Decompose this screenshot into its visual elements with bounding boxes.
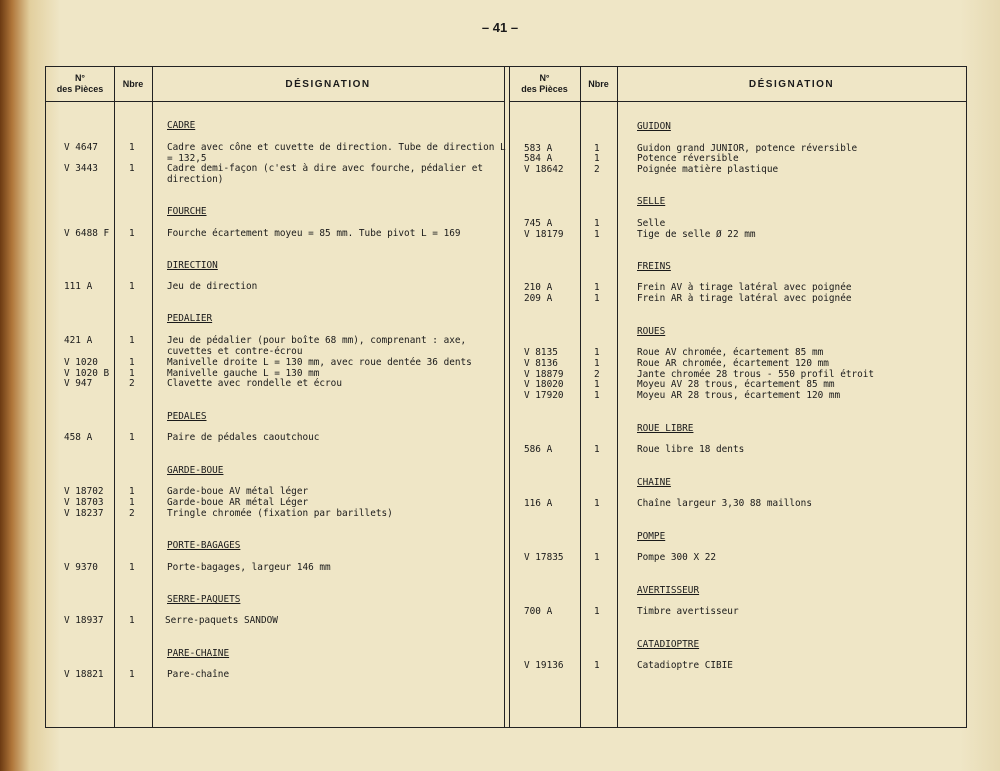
section-title-selle: SELLE	[637, 196, 666, 207]
part-qty: 1	[129, 562, 135, 573]
col-divider	[580, 67, 581, 727]
part-designation: Timbre avertisseur	[637, 606, 739, 617]
part-ref: V 3443	[64, 163, 98, 174]
part-ref: V 18879	[524, 369, 564, 380]
section-title-pedales: PEDALES	[167, 411, 207, 422]
section-title-direction: DIRECTION	[167, 260, 218, 271]
part-designation: Garde-boue AR métal Léger	[167, 497, 309, 508]
part-designation: Chaîne largeur 3,30 88 maillons	[637, 498, 812, 509]
header-rule	[580, 101, 617, 102]
col-divider	[152, 67, 153, 727]
part-ref: 210 A	[524, 282, 553, 293]
part-designation: Clavette avec rondelle et écrou	[167, 378, 342, 389]
part-designation: Cadre avec cône et cuvette de direction. Tube de direction L = 132,5	[167, 142, 506, 164]
part-qty: 1	[594, 282, 600, 293]
part-designation: Roue AR chromée, écartement 120 mm	[637, 358, 829, 369]
part-qty: 1	[594, 347, 600, 358]
part-ref: V 8136	[524, 358, 558, 369]
col-divider	[509, 67, 510, 727]
header-rule	[509, 101, 580, 102]
section-title-porte-bagages: PORTE-BAGAGES	[167, 540, 241, 551]
part-qty: 1	[594, 218, 600, 229]
part-ref: 458 A	[64, 432, 93, 443]
part-qty: 2	[594, 164, 600, 175]
page-number: – 41 –	[481, 20, 519, 35]
part-ref: V 17835	[524, 552, 564, 563]
section-title-roue-libre: ROUE LIBRE	[637, 423, 694, 434]
part-ref: V 9370	[64, 562, 98, 573]
part-ref: V 6488 F	[64, 228, 110, 239]
part-qty: 1	[594, 660, 600, 671]
part-designation: Tringle chromée (fixation par barillets)	[167, 508, 393, 519]
part-designation: Fourche écartement moyeu = 85 mm. Tube pivot L = 169	[167, 228, 461, 239]
section-title-cadre: CADRE	[167, 120, 196, 131]
part-ref: V 18702	[64, 486, 104, 497]
section-title-guidon: GUIDON	[637, 121, 671, 132]
part-designation: Cadre demi-façon (c'est à dire avec fourche, pédalier et direction)	[167, 163, 484, 185]
part-qty: 1	[594, 143, 600, 154]
part-qty: 1	[129, 615, 135, 626]
part-qty: 1	[594, 498, 600, 509]
section-title-serre-paquets: SERRE-PAQUETS	[167, 594, 241, 605]
header-rule	[617, 101, 966, 102]
part-ref: V 18020	[524, 379, 564, 390]
part-qty: 1	[594, 606, 600, 617]
part-qty: 1	[129, 669, 135, 680]
col-divider	[114, 67, 115, 727]
part-ref: V 17920	[524, 390, 564, 401]
part-qty: 1	[594, 229, 600, 240]
part-qty: 1	[594, 379, 600, 390]
part-ref: V 18237	[64, 508, 104, 519]
header-piece-no: N° des Pièces	[521, 73, 568, 94]
part-qty: 2	[594, 369, 600, 380]
section-title-freins: FREINS	[637, 261, 671, 272]
part-ref: 111 A	[64, 281, 93, 292]
section-title-fourche: FOURCHE	[167, 206, 207, 217]
part-ref: V 18703	[64, 497, 104, 508]
section-title-avertisseur: AVERTISSEUR	[637, 585, 700, 596]
part-ref: 584 A	[524, 153, 553, 164]
part-designation: Paire de pédales caoutchouc	[167, 432, 320, 443]
part-ref: V 1020 B	[64, 368, 110, 379]
section-title-pare-chaine: PARE-CHAINE	[167, 648, 230, 659]
part-qty: 1	[594, 552, 600, 563]
part-designation: Manivelle droite L = 130 mm, avec roue dentée 36 dents	[167, 357, 472, 368]
part-qty: 1	[129, 281, 135, 292]
part-designation: Catadioptre CIBIE	[637, 660, 733, 671]
part-ref: 421 A	[64, 335, 93, 346]
part-designation: Roue libre 18 dents	[637, 444, 745, 455]
part-designation: Porte-bagages, largeur 146 mm	[167, 562, 331, 573]
section-title-pedalier: PEDALIER	[167, 313, 213, 324]
part-designation: Garde-boue AV métal léger	[167, 486, 309, 497]
part-qty: 1	[129, 497, 135, 508]
part-qty: 2	[129, 508, 135, 519]
section-title-pompe: POMPE	[637, 531, 666, 542]
part-qty: 1	[129, 335, 135, 346]
part-ref: V 4647	[64, 142, 98, 153]
part-designation: Jeu de pédalier (pour boîte 68 mm), comprenant : axe, cuvettes et contre-écrou	[167, 335, 467, 357]
part-ref: 209 A	[524, 293, 553, 304]
part-designation: Selle	[637, 218, 666, 229]
part-ref: V 19136	[524, 660, 564, 671]
part-ref: V 947	[64, 378, 93, 389]
part-designation: Guidon grand JUNIOR, potence réversible	[637, 143, 858, 154]
part-qty: 1	[129, 368, 135, 379]
part-designation: Jante chromée 28 trous - 550 profil étroit	[637, 369, 875, 380]
part-qty: 1	[129, 432, 135, 443]
header-rule	[46, 101, 114, 102]
header-rule	[114, 101, 152, 102]
part-ref: V 1020	[64, 357, 98, 368]
header-rule	[152, 101, 504, 102]
part-designation: Pare-chaîne	[167, 669, 230, 680]
part-qty: 1	[594, 153, 600, 164]
part-designation: Serre-paquets SANDOW	[165, 615, 278, 626]
section-title-roues: ROUES	[637, 326, 666, 337]
part-designation: Roue AV chromée, écartement 85 mm	[637, 347, 824, 358]
part-ref: 586 A	[524, 444, 553, 455]
part-ref: V 18642	[524, 164, 564, 175]
part-qty: 1	[594, 358, 600, 369]
part-qty: 1	[594, 390, 600, 401]
col-divider	[617, 67, 618, 727]
header-designation: DÉSIGNATION	[748, 78, 835, 90]
part-designation: Frein AV à tirage latéral avec poignée	[637, 282, 852, 293]
part-ref: 583 A	[524, 143, 553, 154]
part-designation: Potence réversible	[637, 153, 739, 164]
header-designation: DÉSIGNATION	[285, 78, 371, 90]
section-title-catadioptre: CATADIOPTRE	[637, 639, 700, 650]
part-qty: 2	[129, 378, 135, 389]
part-designation: Moyeu AR 28 trous, écartement 120 mm	[637, 390, 841, 401]
part-qty: 1	[129, 163, 135, 174]
part-designation: Pompe 300 X 22	[637, 552, 717, 563]
part-ref: 116 A	[524, 498, 553, 509]
part-qty: 1	[129, 357, 135, 368]
part-ref: V 8135	[524, 347, 558, 358]
part-ref: V 18179	[524, 229, 564, 240]
part-qty: 1	[129, 228, 135, 239]
part-ref: V 18821	[64, 669, 104, 680]
part-qty: 1	[594, 293, 600, 304]
part-ref: V 18937	[64, 615, 104, 626]
section-title-garde-boue: GARDE-BOUE	[167, 465, 224, 476]
part-designation: Moyeu AV 28 trous, écartement 85 mm	[637, 379, 835, 390]
part-ref: 700 A	[524, 606, 553, 617]
part-qty: 1	[129, 486, 135, 497]
header-qty: Nbre	[122, 78, 144, 89]
part-designation: Jeu de direction	[167, 281, 258, 292]
part-designation: Tige de selle Ø 22 mm	[637, 229, 756, 240]
part-designation: Manivelle gauche L = 130 mm	[167, 368, 320, 379]
part-qty: 1	[129, 142, 135, 153]
header-piece-no: N° des Pièces	[56, 73, 104, 94]
part-designation: Frein AR à tirage latéral avec poignée	[637, 293, 852, 304]
section-title-chaine: CHAINE	[637, 477, 671, 488]
part-qty: 1	[594, 444, 600, 455]
part-designation: Poignée matière plastique	[637, 164, 779, 175]
part-ref: 745 A	[524, 218, 553, 229]
header-qty: Nbre	[588, 78, 609, 89]
